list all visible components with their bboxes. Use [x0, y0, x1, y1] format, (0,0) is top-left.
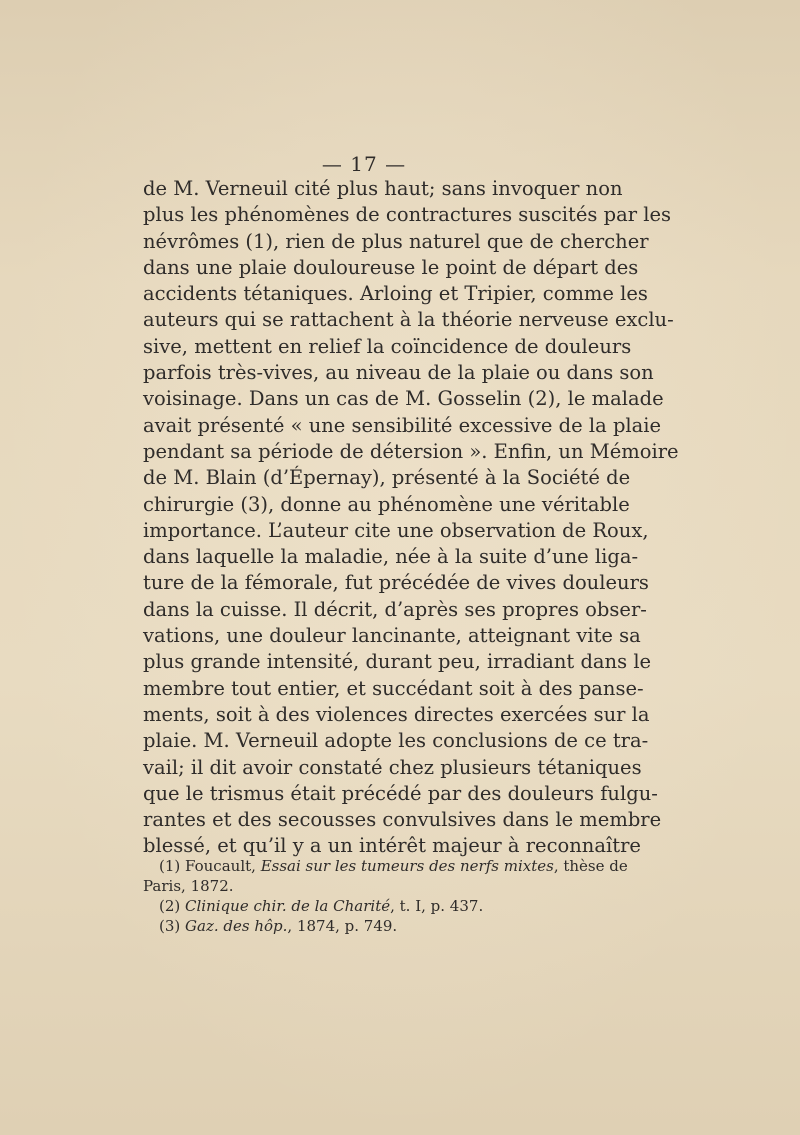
text-line: parfois très-vives, au niveau de la plaie ou dans son: [143, 361, 654, 385]
text-line: blessé, et qu’il y a un intérêt majeur à reconnaître: [143, 834, 641, 858]
text-line: accidents tétaniques. Arloing et Tripier, comme les: [143, 282, 648, 306]
text-line: plus les phénomènes de contractures suscités par les: [143, 203, 672, 227]
text-line: dans la cuisse. Il décrit, d’après ses propres obser-: [143, 597, 647, 621]
text-line: ture de la fémorale, fut précédée de vives douleurs: [143, 571, 649, 595]
text-line: plaie. M. Verneuil adopte les conclusions de ce tra-: [143, 729, 649, 753]
footnote-title: Gaz. des hôp.: [185, 917, 288, 935]
footnote-1: [143, 856, 628, 876]
footnote-3: [143, 916, 588, 936]
text-line: vations, une douleur lancinante, atteignant vite sa: [143, 624, 641, 648]
text-line: rantes et des secousses convulsives dans le membre: [143, 808, 662, 832]
footnotes: [143, 856, 628, 936]
text-line: membre tout entier, et succédant soit à des panse-: [143, 676, 644, 700]
text-line: voisinage. Dans un cas de M. Gosselin (2), le malade: [143, 387, 664, 411]
footnote-text: Foucault,: [185, 857, 261, 875]
text-line: vail; il dit avoir constaté chez plusieurs tétaniques: [143, 755, 642, 779]
text-line: importance. L’auteur cite une observation de Roux,: [143, 518, 649, 542]
text-line: dans laquelle la maladie, née à la suite d’une liga-: [143, 545, 639, 569]
text-line: que le trismus était précédé par des douleurs fulgu-: [143, 781, 658, 805]
body-text: [143, 176, 679, 860]
page-number: — 17 —: [321, 152, 407, 176]
footnote-marker: (3): [159, 917, 181, 935]
footnote-text: , thèse de: [553, 857, 628, 875]
footnote-continuation: Paris, 1872.: [143, 877, 234, 895]
footnote-title: Essai sur les tumeurs des nerfs mixtes: [260, 857, 554, 875]
text-line: avait présenté « une sensibilité excessive de la plaie: [143, 413, 662, 437]
text-line: de M. Blain (d’Épernay), présenté à la Société de: [143, 466, 631, 490]
footnote-text: , t. I, p. 437.: [390, 897, 484, 915]
footnote-text: , 1874, p. 749.: [287, 917, 398, 935]
text-line: dans une plaie douloureuse le point de départ des: [143, 255, 639, 279]
footnote-marker: (1): [159, 857, 181, 875]
text-line: de M. Verneuil cité plus haut; sans invoquer non: [143, 177, 623, 200]
footnote-2: [143, 896, 588, 916]
footnote-marker: (2): [159, 897, 181, 915]
text-line: sive, mettent en relief la coïncidence de douleurs: [143, 334, 632, 358]
footnote-title: Clinique chir. de la Charité: [185, 897, 391, 915]
text-line: ments, soit à des violences directes exercées sur la: [143, 702, 650, 726]
text-line: névrômes (1), rien de plus naturel que de chercher: [143, 229, 649, 253]
text-line: chirurgie (3), donne au phénomène une véritable: [143, 492, 630, 516]
text-line: auteurs qui se rattachent à la théorie nerveuse exclu-: [143, 308, 674, 332]
text-line: plus grande intensité, durant peu, irradiant dans le: [143, 650, 652, 674]
text-line: pendant sa période de détersion ». Enfin, un Mémoire: [143, 439, 679, 463]
